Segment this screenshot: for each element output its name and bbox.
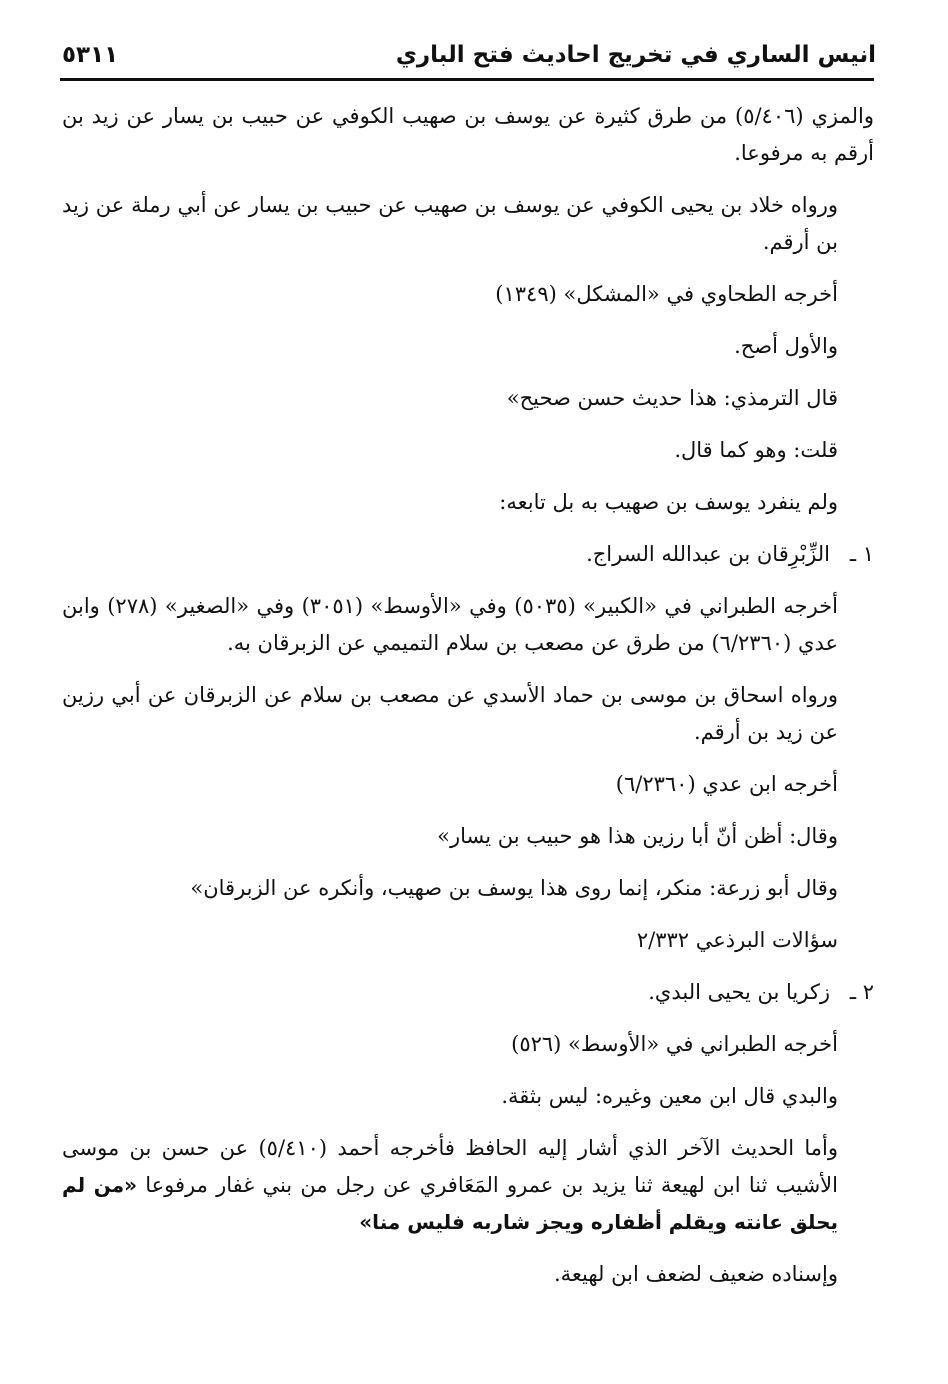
numbered-item: ١ ـالزِّبْرِقان بن عبدالله السراج. [62, 536, 874, 573]
page-body [62, 98, 874, 1308]
hadith-quote: «من لم يحلق عانته ويقلم أظفاره ويجز شاربه فليس منا» [62, 1173, 838, 1234]
item-number: ١ ـ [849, 542, 874, 566]
paragraph: قلت: وهو كما قال. [674, 438, 838, 462]
header-rule [60, 78, 874, 81]
page-number: ٥٣١١ [62, 42, 119, 68]
paragraph: قال الترمذي: هذا حديث حسن صحيح» [506, 386, 838, 410]
paragraph: سؤالات البرذعي ٢/٣٣٢ [636, 928, 838, 952]
paragraph: والبدي قال ابن معين وغيره: ليس بثقة. [501, 1084, 838, 1108]
paragraph: أخرجه الطبراني في «الكبير» (٥٠٣٥) وفي «الأوسط» (٣٠٥١) وفي «الصغير» (٢٧٨) وابن عدي (٦/٢٣٦٠) من طرق عن مصعب بن سلام التميمي عن الزبرقان به. [62, 594, 838, 655]
paragraph: وإسناده ضعيف لضعف ابن لهيعة. [553, 1262, 838, 1286]
numbered-item: ٢ ـزكريا بن يحيى البدي. [62, 974, 874, 1011]
paragraph: وقال أبو زرعة: منكر، إنما روى هذا يوسف بن صهيب، وأنكره عن الزبرقان» [190, 876, 838, 900]
paragraph: أخرجه الطبراني في «الأوسط» (٥٢٦) [511, 1032, 838, 1056]
paragraph: وقال: أظن أنّ أبا رزين هذا هو حبيب بن يسار» [437, 824, 838, 848]
paragraph: أخرجه الطحاوي في «المشكل» (١٣٤٩) [495, 282, 838, 306]
paragraph: والأول أصح. [734, 334, 838, 358]
paragraph: ورواه خلاد بن يحيى الكوفي عن يوسف بن صهيب عن حبيب بن يسار عن أبي رملة عن زيد بن أرقم. [62, 193, 838, 254]
running-title: انيس الساري في تخريج احاديث فتح الباري [395, 42, 876, 68]
item-number: ٢ ـ [849, 980, 874, 1004]
page-header [62, 34, 876, 76]
paragraph: ورواه اسحاق بن موسى بن حماد الأسدي عن مصعب بن سلام عن الزبرقان عن أبي رزين عن زيد بن أرقم. [62, 683, 838, 744]
paragraph: ولم ينفرد يوسف بن صهيب به بل تابعه: [499, 490, 838, 514]
paragraph: وأما الحديث الآخر الذي أشار إليه الحافظ فأخرجه أحمد (٥/٤١٠) عن حسن بن موسى الأشيب ثنا ابن لهيعة ثنا يزيد بن عمرو المَعَافري عن رجل من بني غفار مرفوعا «من لم يحلق عانته ويقلم أظفاره ويجز شاربه فليس منا» [62, 1136, 838, 1234]
paragraph: والمزي (٥/٤٠٦) من طرق كثيرة عن يوسف بن صهيب الكوفي عن حبيب بن يسار عن زيد بن أرقم به مرفوعا. [62, 104, 874, 165]
paragraph: أخرجه ابن عدي (٦/٢٣٦٠) [615, 772, 838, 796]
